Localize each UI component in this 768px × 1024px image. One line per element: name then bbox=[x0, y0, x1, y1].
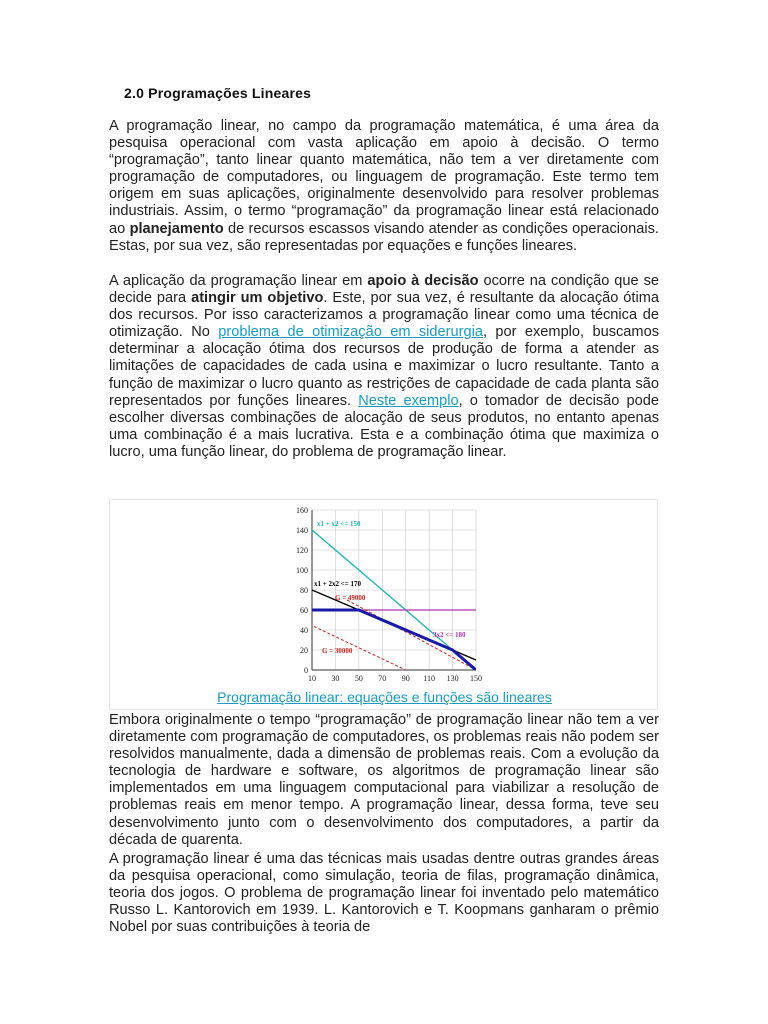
chart-annotation: G = 49000 bbox=[335, 594, 366, 602]
x-tick-label: 110 bbox=[423, 674, 435, 683]
y-tick-label: 100 bbox=[296, 566, 308, 575]
chart-annotation: 3x2 <= 180 bbox=[433, 631, 466, 639]
y-tick-label: 40 bbox=[300, 626, 308, 635]
paragraph-computing: Embora originalmente o tempo “programação” de programação linear não tem a ver diretamente com programação de computadores, os problemas reais não podem ser resolvidos manualmente, dada a dimensão de problemas reais. Com a evolução da tecnologia de hardware e software, os algoritmos de programação linear são implementados em uma linguagem computacional para viabilizar a resolução de problemas reais em menor tempo. A programação linear, dessa forma, teve seu desenvolvimento junto com o desenvolvimento dos computadores, a partir da década de quarenta. bbox=[109, 712, 659, 848]
text-span: ocorre na condição que se decide para bbox=[109, 273, 659, 307]
text-span: , por exemplo, buscamos determinar a alocação ótima dos recursos de produção de forma a atender as limitações de capacidades de cada usina e maximizar o lucro resultante. Tanto a função de maximizar o lucro quanto as restrições de capacidade de cada planta são representados por funções lineares. bbox=[109, 324, 659, 409]
linear-programming-chart bbox=[280, 504, 480, 688]
section-heading: 2.0 Programações Lineares bbox=[124, 85, 312, 101]
chart-annotation: G = 30000 bbox=[322, 647, 353, 655]
y-tick-label: 120 bbox=[296, 546, 308, 555]
x-tick-label: 30 bbox=[331, 674, 340, 683]
series-line bbox=[300, 610, 476, 670]
y-tick-label: 0 bbox=[304, 666, 308, 675]
bold-term: planejamento bbox=[129, 220, 224, 237]
paragraph-decision bbox=[109, 273, 659, 461]
text-span: A aplicação da programação linear em bbox=[109, 273, 368, 289]
x-tick-label: 10 bbox=[308, 674, 316, 683]
y-tick-label: 20 bbox=[300, 646, 308, 655]
x-tick-label: 50 bbox=[354, 674, 363, 683]
text-span: A programação linear, no campo da programação matemática, é uma área da pesquisa operacional com vasta aplicação em apoio à decisão. O termo “programação”, tanto linear quanto matemática, não tem a ver diretamente com programação de computadores, ou linguagem de programação. Este termo tem origem em suas aplicações, originalmente desenvolvido para resolver problemas industriais. Assim, o termo “programação” da programação linear está relacionado ao bbox=[109, 118, 659, 237]
text-span: . Este, por sua vez, é resultante da alocação ótima dos recursos. Por isso caracterizamos a programação linear como uma técnica de otimização. No bbox=[109, 290, 659, 341]
y-tick-label: 80 bbox=[300, 586, 308, 595]
paragraph-intro bbox=[109, 118, 659, 255]
chart-annotation: x1 + 2x2 <= 170 bbox=[314, 580, 361, 588]
x-tick-label: 130 bbox=[446, 674, 459, 683]
bold-term: apoio à decisão bbox=[367, 273, 479, 289]
x-tick-label: 90 bbox=[401, 674, 410, 683]
figure-box bbox=[109, 499, 658, 710]
text-span: de recursos escassos visando atender as condições operacionais. Estas, por sua vez, são representadas por equações e funções lineares. bbox=[109, 220, 659, 254]
bold-term: atingir um objetivo bbox=[191, 290, 324, 307]
paragraph-history: A programação linear é uma das técnicas mais usadas dentre outras grandes áreas da pesquisa operacional, como simulação, teoria de filas, programação dinâmica, teoria dos jogos. O problema de programação linear foi inventado pelo matemático Russo L. Kantorovich em 1939. L. Kantorovich e T. Koopmans ganharam o prêmio Nobel por suas contribuições à teoria de bbox=[109, 851, 659, 936]
x-tick-label: 70 bbox=[378, 674, 387, 683]
link-siderurgia[interactable]: problema de otimização em siderurgia bbox=[218, 324, 483, 341]
x-tick-label: 150 bbox=[470, 674, 482, 683]
y-tick-label: 140 bbox=[296, 526, 308, 535]
caption-link[interactable]: Programação linear: equações e funções são lineares bbox=[217, 689, 552, 705]
chart-annotation: x1 + x2 <= 150 bbox=[317, 520, 361, 528]
text-span: , o tomador de decisão pode escolher diversas combinações de alocação de seus produtos, no entanto apenas uma combinação é a mais lucrativa. Esta e a combinação ótima que maximiza o lucro, uma função linear, do problema de programação linear. bbox=[109, 392, 659, 460]
series-line bbox=[300, 620, 405, 670]
y-tick-label: 160 bbox=[296, 506, 308, 515]
link-neste-exemplo[interactable]: Neste exemplo bbox=[358, 392, 459, 409]
y-tick-label: 60 bbox=[300, 606, 308, 615]
figure-caption bbox=[110, 689, 659, 705]
